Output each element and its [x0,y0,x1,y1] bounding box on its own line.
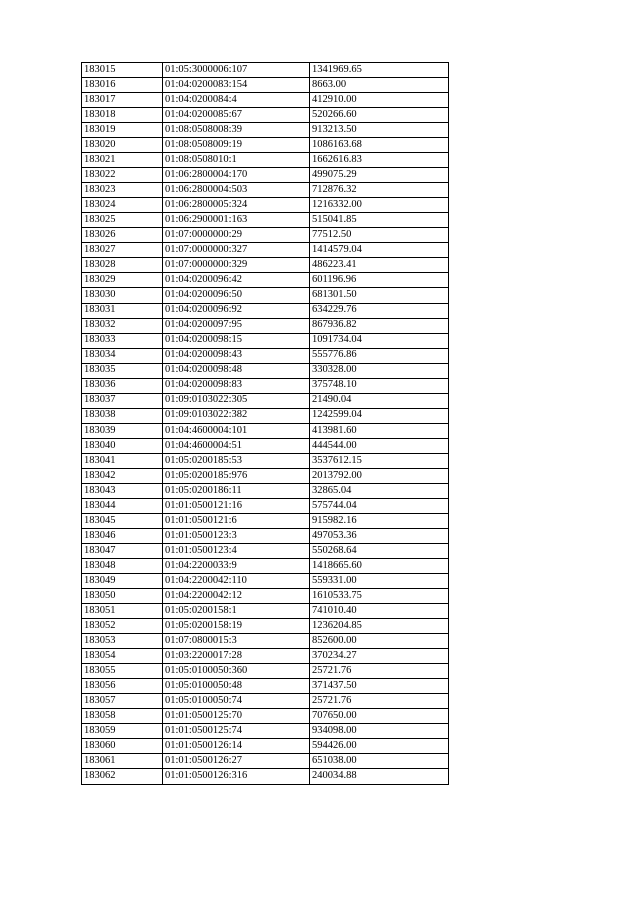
table-row [82,468,449,483]
value-cell: 413981.60 [310,423,449,438]
value-cell: 25721.76 [310,694,449,709]
row-id-cell: 183053 [82,634,163,649]
table-row [82,694,449,709]
row-id-cell: 183048 [82,559,163,574]
cadastral-number-cell: 01:04:0200085:67 [163,108,310,123]
table-row [82,664,449,679]
table-row [82,453,449,468]
value-cell: 499075.29 [310,168,449,183]
cadastral-number-cell: 01:04:0200083:154 [163,78,310,93]
cadastral-number-cell: 01:01:0500126:14 [163,739,310,754]
table-row [82,483,449,498]
cadastral-number-cell: 01:05:3000006:107 [163,63,310,78]
row-id-cell: 183047 [82,544,163,559]
cadastral-number-cell: 01:08:0508009:19 [163,138,310,153]
value-cell: 555776.86 [310,348,449,363]
cadastral-number-cell: 01:05:0200158:1 [163,604,310,619]
cadastral-number-cell: 01:06:2900001:163 [163,213,310,228]
row-id-cell: 183059 [82,724,163,739]
value-cell: 444544.00 [310,438,449,453]
row-id-cell: 183026 [82,228,163,243]
cadastral-number-cell: 01:04:0200098:83 [163,378,310,393]
cadastral-number-cell: 01:04:4600004:51 [163,438,310,453]
value-cell: 520266.60 [310,108,449,123]
value-cell: 741010.40 [310,604,449,619]
row-id-cell: 183016 [82,78,163,93]
cadastral-number-cell: 01:01:0500121:6 [163,513,310,528]
cadastral-number-cell: 01:06:2800005:324 [163,198,310,213]
row-id-cell: 183025 [82,213,163,228]
table-row [82,769,449,784]
cadastral-number-cell: 01:04:2200042:110 [163,574,310,589]
table-row [82,619,449,634]
row-id-cell: 183042 [82,468,163,483]
table-row [82,393,449,408]
table-row [82,679,449,694]
value-cell: 651038.00 [310,754,449,769]
table-row [82,138,449,153]
cadastral-number-cell: 01:07:0000000:329 [163,258,310,273]
table-row [82,63,449,78]
table-body [82,63,449,785]
table-row [82,574,449,589]
row-id-cell: 183039 [82,423,163,438]
value-cell: 934098.00 [310,724,449,739]
table-row [82,589,449,604]
cadastral-number-cell: 01:01:0500121:16 [163,498,310,513]
value-cell: 1418665.60 [310,559,449,574]
row-id-cell: 183061 [82,754,163,769]
value-cell: 1610533.75 [310,589,449,604]
cadastral-number-cell: 01:06:2800004:170 [163,168,310,183]
cadastral-number-cell: 01:04:0200096:42 [163,273,310,288]
value-cell: 915982.16 [310,513,449,528]
cadastral-number-cell: 01:07:0800015:3 [163,634,310,649]
table-row [82,559,449,574]
table-row [82,423,449,438]
table-row [82,528,449,543]
table-row [82,168,449,183]
table-row [82,273,449,288]
cadastral-number-cell: 01:05:0200186:11 [163,483,310,498]
row-id-cell: 183046 [82,528,163,543]
value-cell: 2013792.00 [310,468,449,483]
table-row [82,243,449,258]
row-id-cell: 183032 [82,318,163,333]
value-cell: 1414579.04 [310,243,449,258]
cadastral-number-cell: 01:07:0000000:29 [163,228,310,243]
cadastral-number-cell: 01:07:0000000:327 [163,243,310,258]
value-cell: 867936.82 [310,318,449,333]
cadastral-number-cell: 01:01:0500126:27 [163,754,310,769]
table-row [82,363,449,378]
cadastral-number-cell: 01:05:0100050:360 [163,664,310,679]
value-cell: 707650.00 [310,709,449,724]
cadastral-number-cell: 01:09:0103022:305 [163,393,310,408]
table-row [82,348,449,363]
table-row [82,709,449,724]
cadastral-number-cell: 01:05:0200158:19 [163,619,310,634]
value-cell: 497053.36 [310,528,449,543]
value-cell: 1341969.65 [310,63,449,78]
table-row [82,724,449,739]
row-id-cell: 183034 [82,348,163,363]
value-cell: 371437.50 [310,679,449,694]
cadastral-number-cell: 01:04:0200096:92 [163,303,310,318]
cadastral-number-cell: 01:04:0200098:48 [163,363,310,378]
value-cell: 21490.04 [310,393,449,408]
row-id-cell: 183055 [82,664,163,679]
cadastral-number-cell: 01:04:0200098:15 [163,333,310,348]
row-id-cell: 183033 [82,333,163,348]
cadastral-number-cell: 01:01:0500123:3 [163,528,310,543]
table-row [82,318,449,333]
value-cell: 550268.64 [310,544,449,559]
value-cell: 370234.27 [310,649,449,664]
row-id-cell: 183041 [82,453,163,468]
value-cell: 1086163.68 [310,138,449,153]
value-cell: 412910.00 [310,93,449,108]
cadastral-number-cell: 01:04:2200033:9 [163,559,310,574]
row-id-cell: 183052 [82,619,163,634]
table-row [82,228,449,243]
value-cell: 575744.04 [310,498,449,513]
row-id-cell: 183018 [82,108,163,123]
table-row [82,213,449,228]
value-cell: 77512.50 [310,228,449,243]
cadastral-number-cell: 01:04:0200097:95 [163,318,310,333]
table-row [82,649,449,664]
value-cell: 240034.88 [310,769,449,784]
value-cell: 681301.50 [310,288,449,303]
row-id-cell: 183028 [82,258,163,273]
cadastral-number-cell: 01:01:0500126:316 [163,769,310,784]
row-id-cell: 183020 [82,138,163,153]
row-id-cell: 183057 [82,694,163,709]
row-id-cell: 183043 [82,483,163,498]
cadastral-number-cell: 01:01:0500125:70 [163,709,310,724]
cadastral-number-cell: 01:04:0200096:50 [163,288,310,303]
value-cell: 634229.76 [310,303,449,318]
table-row [82,378,449,393]
value-cell: 375748.10 [310,378,449,393]
cadastral-number-cell: 01:05:0100050:48 [163,679,310,694]
row-id-cell: 183040 [82,438,163,453]
data-table [81,62,449,785]
row-id-cell: 183021 [82,153,163,168]
table-row [82,183,449,198]
table-row [82,498,449,513]
table-row [82,739,449,754]
cadastral-number-cell: 01:05:0200185:976 [163,468,310,483]
value-cell: 594426.00 [310,739,449,754]
table-row [82,258,449,273]
row-id-cell: 183054 [82,649,163,664]
table-row [82,93,449,108]
row-id-cell: 183045 [82,513,163,528]
value-cell: 1242599.04 [310,408,449,423]
cadastral-number-cell: 01:05:0100050:74 [163,694,310,709]
table-row [82,333,449,348]
row-id-cell: 183024 [82,198,163,213]
cadastral-number-cell: 01:08:0508010:1 [163,153,310,168]
table-row [82,78,449,93]
value-cell: 1236204.85 [310,619,449,634]
table-row [82,513,449,528]
row-id-cell: 183050 [82,589,163,604]
cadastral-number-cell: 01:05:0200185:53 [163,453,310,468]
table-row [82,544,449,559]
value-cell: 913213.50 [310,123,449,138]
value-cell: 1091734.04 [310,333,449,348]
table-row [82,303,449,318]
row-id-cell: 183060 [82,739,163,754]
value-cell: 8663.00 [310,78,449,93]
row-id-cell: 183022 [82,168,163,183]
row-id-cell: 183051 [82,604,163,619]
row-id-cell: 183037 [82,393,163,408]
cadastral-number-cell: 01:04:0200084:4 [163,93,310,108]
row-id-cell: 183015 [82,63,163,78]
row-id-cell: 183058 [82,709,163,724]
row-id-cell: 183031 [82,303,163,318]
cadastral-number-cell: 01:01:0500125:74 [163,724,310,739]
cadastral-number-cell: 01:04:0200098:43 [163,348,310,363]
row-id-cell: 183023 [82,183,163,198]
table-row [82,153,449,168]
row-id-cell: 183035 [82,363,163,378]
table-row [82,438,449,453]
value-cell: 601196.96 [310,273,449,288]
value-cell: 330328.00 [310,363,449,378]
value-cell: 32865.04 [310,483,449,498]
row-id-cell: 183044 [82,498,163,513]
value-cell: 712876.32 [310,183,449,198]
table-row [82,754,449,769]
row-id-cell: 183030 [82,288,163,303]
row-id-cell: 183027 [82,243,163,258]
cadastral-number-cell: 01:08:0508008:39 [163,123,310,138]
table-row [82,408,449,423]
cadastral-number-cell: 01:09:0103022:382 [163,408,310,423]
row-id-cell: 183038 [82,408,163,423]
row-id-cell: 183019 [82,123,163,138]
value-cell: 1662616.83 [310,153,449,168]
cadastral-number-cell: 01:04:2200042:12 [163,589,310,604]
table-row [82,604,449,619]
cadastral-number-cell: 01:04:4600004:101 [163,423,310,438]
table-row [82,634,449,649]
cadastral-number-cell: 01:01:0500123:4 [163,544,310,559]
table-row [82,108,449,123]
value-cell: 1216332.00 [310,198,449,213]
table-row [82,123,449,138]
row-id-cell: 183017 [82,93,163,108]
row-id-cell: 183029 [82,273,163,288]
row-id-cell: 183049 [82,574,163,589]
cadastral-number-cell: 01:06:2800004:503 [163,183,310,198]
value-cell: 515041.85 [310,213,449,228]
row-id-cell: 183062 [82,769,163,784]
table-row [82,288,449,303]
value-cell: 486223.41 [310,258,449,273]
cadastral-number-cell: 01:03:2200017:28 [163,649,310,664]
value-cell: 25721.76 [310,664,449,679]
value-cell: 559331.00 [310,574,449,589]
row-id-cell: 183036 [82,378,163,393]
value-cell: 852600.00 [310,634,449,649]
row-id-cell: 183056 [82,679,163,694]
table-row [82,198,449,213]
value-cell: 3537612.15 [310,453,449,468]
